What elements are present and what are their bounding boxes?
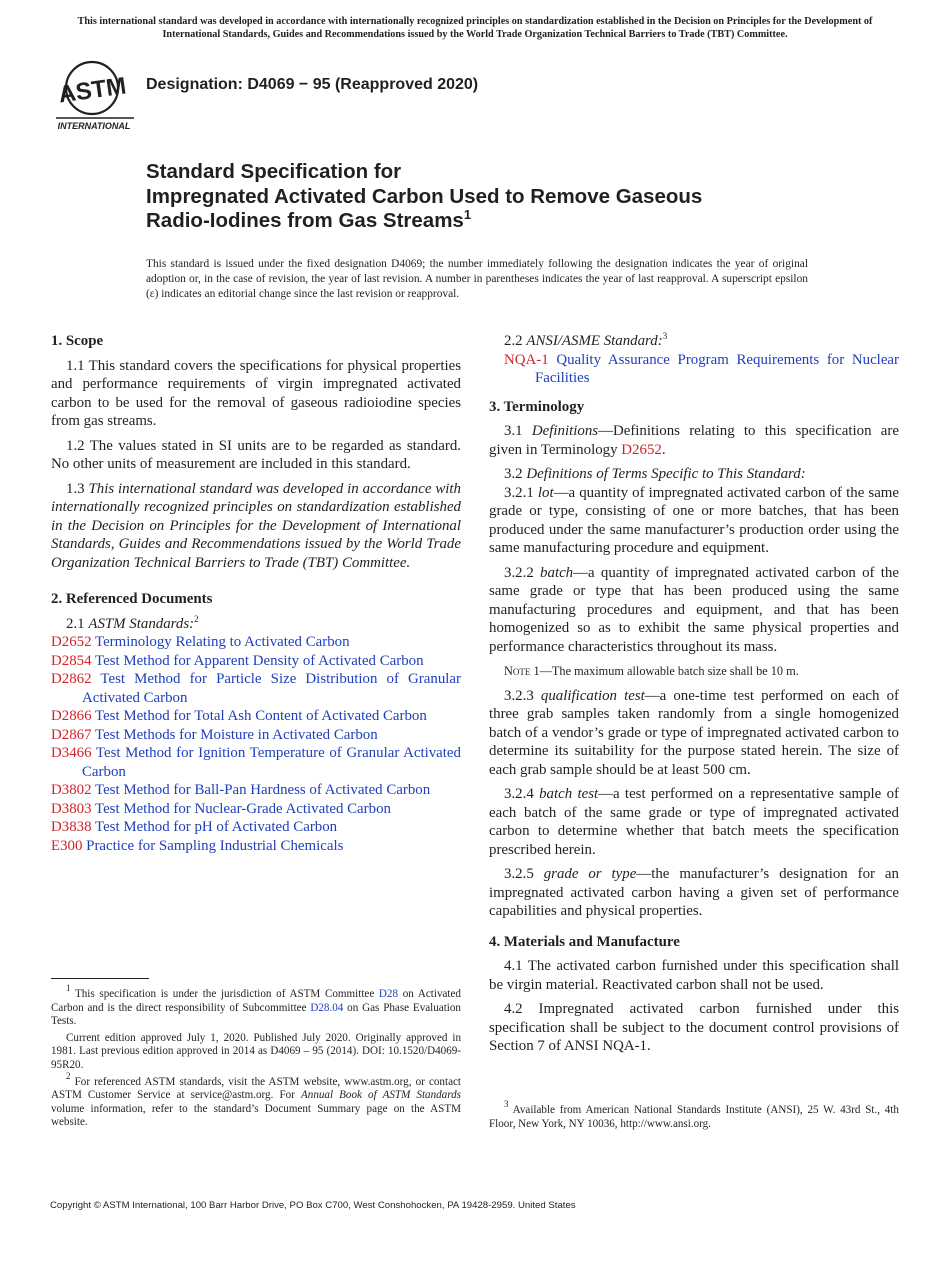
note-label: Note 1 (504, 664, 540, 678)
subcommittee-link[interactable]: D28.04 (310, 1001, 344, 1014)
definition-text: —a quantity of impregnated activated carbon of the same grade or type that has been produced using the same manufacturing procedures and equipment, and that has been homogenized so as to exhibit the same physical properties and performance characteristics throughout its mass. (489, 564, 899, 655)
definition-number: 3.2.1 (504, 484, 534, 501)
reference-item[interactable] (51, 800, 461, 819)
footnote-2-text-b: volume information, refer to the standard’s Document Summary page on the ASTM website. (51, 1102, 461, 1129)
title-line-1: Standard Specification for (146, 160, 402, 183)
definition-grade-or-type (489, 865, 899, 921)
definition-term: grade or type (543, 866, 637, 882)
definition-number: 3.2.5 (504, 866, 534, 882)
footnote-1-text-c: on Gas Phase Evaluation Tests. (51, 1001, 461, 1028)
footnote-1-text-a: This specification is under the jurisdiction of ASTM Committee (74, 988, 375, 1000)
reference-code[interactable]: D3802 (51, 782, 92, 798)
footnote-3 (489, 1099, 899, 1131)
definition-number: 3.2.2 (504, 564, 534, 581)
definition-batch (489, 564, 899, 657)
right-column (489, 332, 899, 1062)
reference-code[interactable]: D2862 (51, 671, 92, 687)
footnotes-left (51, 983, 462, 1133)
definition-text: —the manufacturer’s designation for an impregnated activated carbon having a given set of performance capabilities and physical properties. (489, 866, 899, 919)
astm-standards-footnote-mark: 2 (194, 613, 199, 624)
definition-qualification-test (489, 687, 899, 780)
para-4-1: 4.1 The activated carbon furnished under this specification shall be virgin material. Reactivated carbon shall not be used. (489, 958, 899, 993)
title-line-2: Impregnated Activated Carbon Used to Remove Gaseous (146, 184, 703, 208)
terminology-link[interactable]: D2652 (621, 441, 662, 458)
para-3-1-number: 3.1 (504, 423, 523, 439)
footnote-2 (51, 1070, 462, 1130)
footnote-1-text-b: on Activated Carbon and is the direct responsibility of Subcommittee (51, 988, 461, 1014)
astm-logo (52, 56, 136, 132)
reference-code[interactable]: D2652 (51, 634, 92, 650)
reference-title[interactable]: Test Method for Nuclear-Grade Activated Carbon (95, 800, 391, 817)
definition-text: —a quantity of impregnated activated carbon of the same grade or type, consisting of one or more batches, that has been produced under the same manufacturer’s production order using the same manufacturing procedure and equipment. (489, 484, 899, 556)
reference-title[interactable]: Test Method for Ball-Pan Hardness of Activated Carbon (95, 782, 431, 798)
ansi-standard-label: ANSI/ASME Standard: (526, 333, 663, 349)
reference-title[interactable]: Practice for Sampling Industrial Chemicals (86, 837, 344, 854)
reference-code[interactable]: D2866 (51, 708, 92, 724)
footnotes-right (489, 1099, 899, 1134)
para-1-3-number: 1.3 (66, 480, 85, 497)
reference-title[interactable]: Test Method for pH of Activated Carbon (95, 819, 338, 835)
definition-lot (489, 484, 899, 558)
reference-item[interactable] (51, 781, 461, 800)
astm-standards-label: ASTM Standards: (88, 615, 195, 632)
reference-title[interactable]: Test Method for Particle Size Distribution of Granular Activated Carbon (82, 671, 461, 706)
reference-item[interactable] (51, 670, 461, 707)
para-1-2: 1.2 The values stated in SI units are to be regarded as standard. No other units of measurement are included in this standard. (51, 437, 461, 472)
definition-number: 3.2.4 (504, 786, 534, 802)
footnote-3-mark: 3 (504, 1099, 509, 1109)
reference-title[interactable]: Test Method for Total Ash Content of Activated Carbon (95, 708, 427, 724)
left-column (51, 332, 461, 855)
footnote-3-text: Available from American National Standards Institute (ANSI), 25 W. 43rd St., 4th Floor, New York, NY 10036, http://www.ansi.org. (489, 1104, 899, 1130)
astm-logo-icon (52, 56, 136, 132)
footnote-1-mark: 1 (66, 983, 71, 993)
footnote-2-book-title: Annual Book of ASTM Standards (301, 1089, 462, 1102)
reference-title[interactable]: Test Method for Apparent Density of Activated Carbon (95, 652, 424, 669)
para-2-1 (51, 615, 461, 634)
para-3-1-end: . (661, 441, 666, 458)
reference-item[interactable] (51, 837, 461, 856)
footnote-1 (51, 983, 461, 1029)
section-2-heading: 2. Referenced Documents (51, 591, 213, 607)
section-4-heading: 4. Materials and Manufacture (489, 933, 680, 950)
footnote-2-mark: 2 (66, 1070, 71, 1081)
reference-title[interactable]: Test Method for Ignition Temperature of Granular Activated Carbon (82, 745, 461, 780)
para-4-2: 4.2 Impregnated activated carbon furnished under this specification shall be subject to the document control provisions of Section 7 of ANSI NQA-1. (489, 1001, 899, 1054)
footnote-1-edition: Current edition approved July 1, 2020. Published July 2020. Originally approved in 1981. Last previous edition approved in 2014 as D4069 – 95 (2014). DOI: 10.1520/D4069-95R20. (51, 1031, 461, 1071)
definition-term: lot (537, 484, 554, 501)
para-3-1 (489, 422, 899, 459)
definition-term: batch (540, 564, 574, 581)
tbt-banner: This international standard was developed in accordance with internationally recognized principles on standardization established in the Decision on Principles for the Development of International Standards, Guides and Recommendations issued by the World Trade Organization Technical Barriers to Trade (TBT) Committee. (77, 16, 873, 40)
reference-item[interactable] (51, 744, 461, 781)
reference-item[interactable] (51, 633, 461, 652)
note-1 (489, 662, 899, 681)
committee-link[interactable]: D28 (378, 988, 399, 1000)
issuance-statement: This standard is issued under the fixed designation D4069; the number immediately following the designation indicates the year of original adoption or, in the case of revision, the year of last revision. A number in parentheses indicates the year of last reapproval. A superscript epsilon (ε) indicates an editorial change since the last revision or reapproval. (146, 258, 808, 300)
title-line-3: Radio-Iodines from Gas Streams (146, 209, 464, 232)
reference-code[interactable]: D3466 (51, 745, 92, 761)
footnote-2-text-a: For referenced ASTM standards, visit the ASTM website, www.astm.org, or contact ASTM Customer Service at service@astm.org. For (51, 1075, 461, 1102)
copyright-notice: Copyright © ASTM International, 100 Barr Harbor Drive, PO Box C700, West Conshohocken, PA 19428-2959. United States (50, 1200, 576, 1211)
reference-item[interactable] (51, 726, 461, 745)
astm-reference-list (51, 633, 461, 855)
title-footnote-mark: 1 (463, 207, 472, 222)
definition-number: 3.2.3 (504, 687, 534, 704)
para-2-2 (489, 332, 899, 351)
footnote-divider-left (51, 978, 149, 979)
ansi-standard-footnote-mark: 3 (662, 331, 668, 341)
reference-item[interactable] (51, 707, 461, 726)
definition-term: qualification test (540, 687, 645, 704)
definition-batch-test (489, 785, 899, 859)
para-3-2-number: 3.2 (504, 466, 523, 482)
logo-text: ASTM (56, 72, 128, 109)
reference-item[interactable] (51, 818, 461, 837)
definition-text: —a one-time test performed on each of three grab samples taken randomly from a single homogenized batch of a vendor’s grade or type of impregnated activated carbon to determine its suitability for the purpose stated herein. The size of each grab sample should be at least 500 cm. (489, 687, 899, 778)
document-title (146, 160, 906, 234)
definition-term: batch test (539, 786, 599, 802)
para-3-1-term: Definitions (531, 423, 599, 439)
para-1-3 (51, 480, 461, 573)
note-text: —The maximum allowable batch size shall be 10 m. (539, 664, 799, 678)
reference-code[interactable]: D3838 (51, 819, 92, 835)
reference-code[interactable]: NQA-1 (504, 351, 549, 368)
section-1-heading: 1. Scope (51, 333, 104, 349)
reference-code[interactable]: E300 (51, 837, 83, 854)
reference-title[interactable]: Quality Assurance Program Requirements for Nuclear Facilities (535, 351, 899, 386)
reference-code[interactable]: D2867 (51, 726, 92, 743)
section-3-heading: 3. Terminology (489, 398, 585, 415)
designation: Designation: D4069 − 95 (Reapproved 2020) (146, 76, 479, 93)
logo-subtext: INTERNATIONAL (57, 121, 131, 131)
reference-title[interactable]: Test Methods for Moisture in Activated Carbon (95, 726, 378, 743)
para-1-1: 1.1 This standard covers the specifications for physical properties and performance requirements of virgin impregnated activated carbon to be used for the removal of gaseous radioiodine species from gas streams. (51, 357, 461, 429)
para-2-2-number: 2.2 (504, 333, 523, 349)
reference-title[interactable]: Terminology Relating to Activated Carbon (95, 634, 350, 650)
reference-code[interactable]: D3803 (51, 800, 92, 817)
para-3-1-text: —Definitions relating to this specification are given in Terminology (489, 423, 899, 458)
definition-text: —a test performed on a representative sample of each batch of the same grade or type of impregnated activated carbon to determine whether that batch meets the specification prescribed herein. (489, 786, 899, 858)
para-3-2 (489, 465, 899, 484)
para-1-3-text: This international standard was developed in accordance with internationally recognized principles on standardization established in the Decision on Principles for the Development of International Standards, Guides and Recommendations issued by the World Trade Organization Technical Barriers to Trade (TBT) Committee. (51, 480, 461, 571)
reference-item[interactable] (51, 652, 461, 671)
reference-code[interactable]: D2854 (51, 652, 92, 669)
para-3-2-label: Definitions of Terms Specific to This Standard: (526, 466, 806, 482)
ansi-reference-item[interactable] (504, 351, 899, 388)
para-2-1-number: 2.1 (66, 615, 85, 632)
